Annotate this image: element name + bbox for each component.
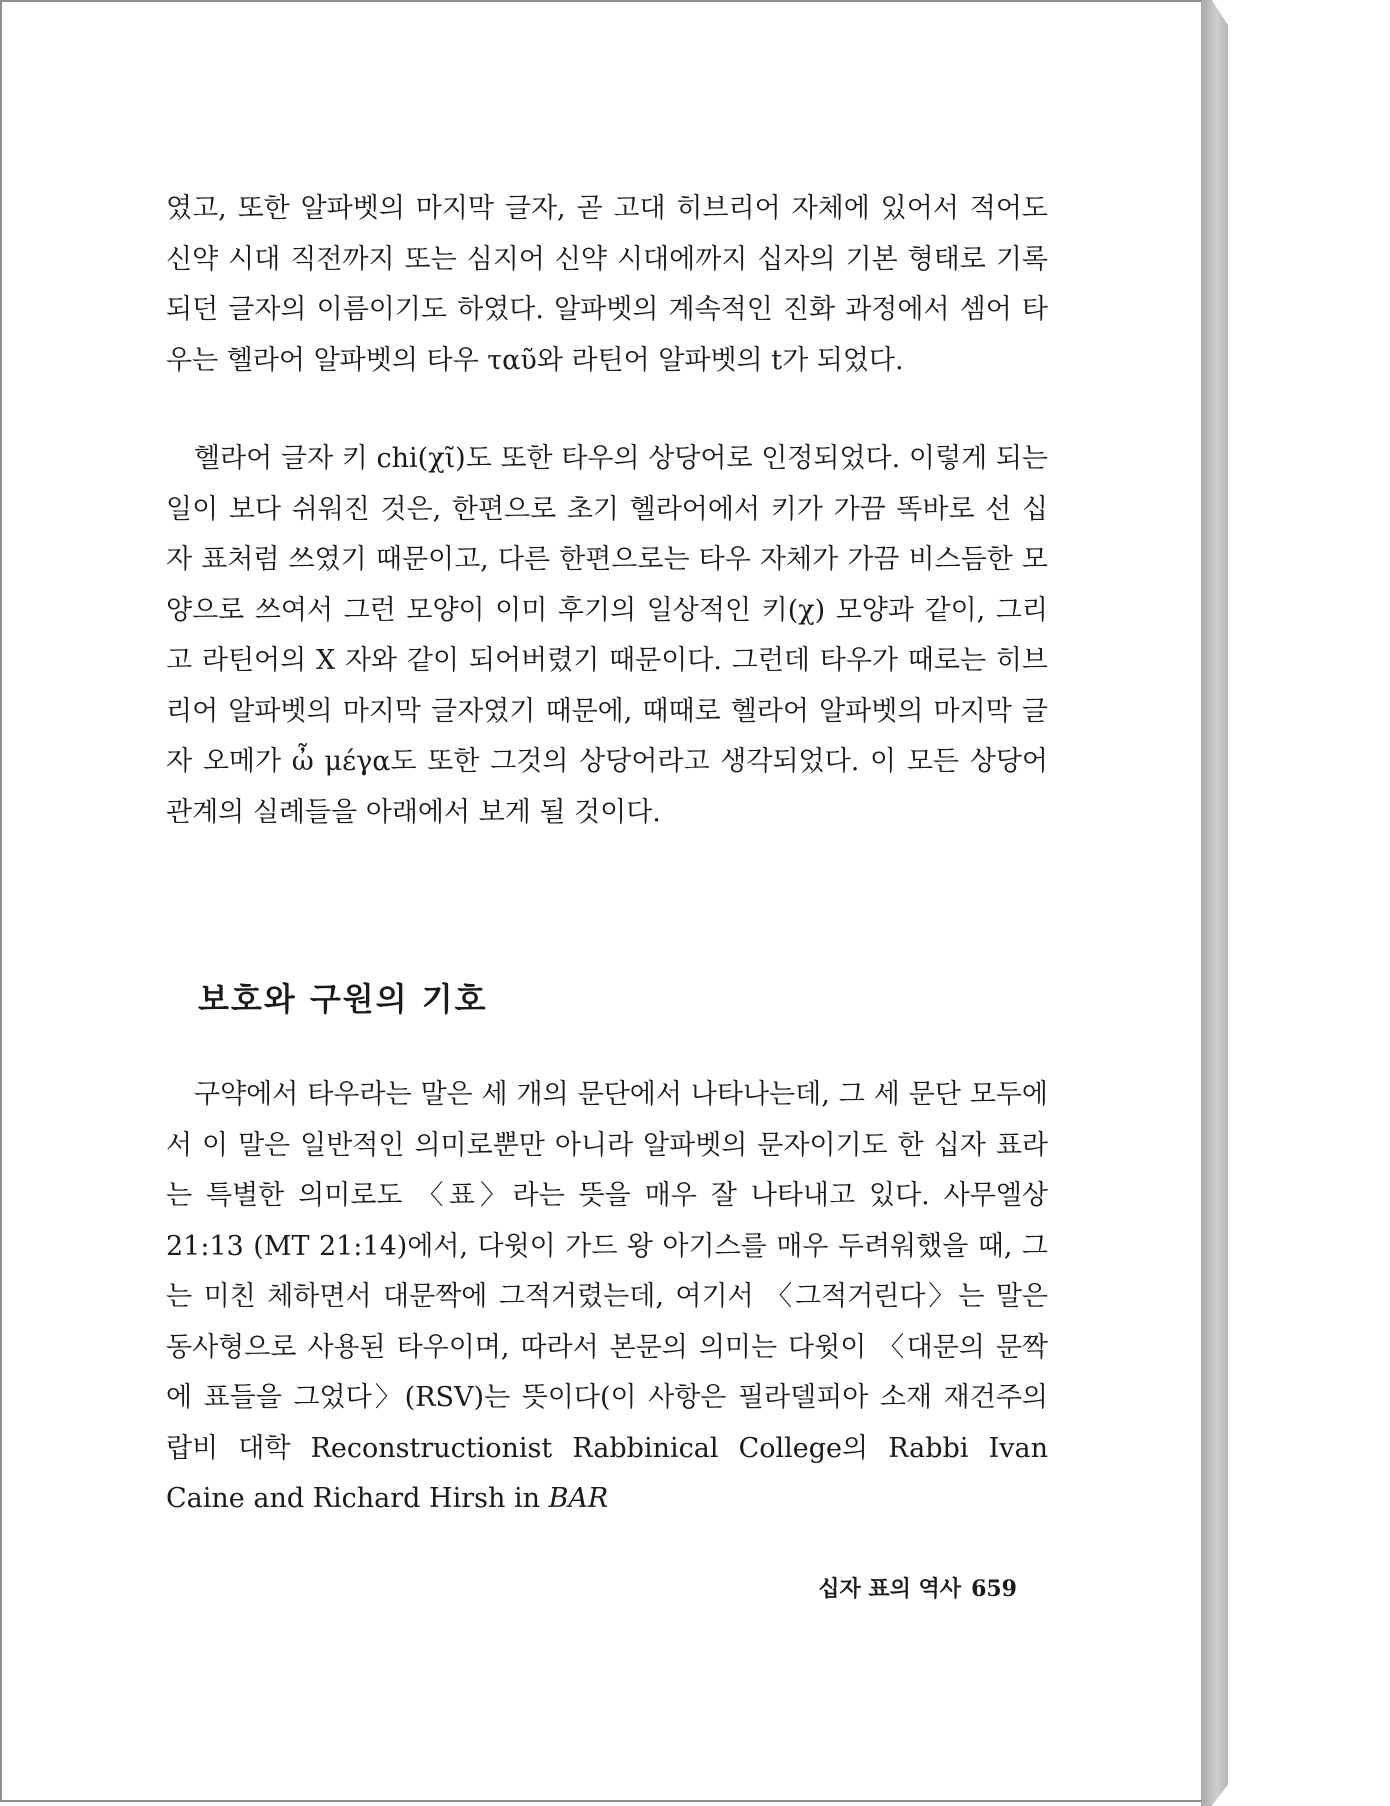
section-paragraph-italic: BAR xyxy=(548,1483,609,1514)
section-paragraph-text: 구약에서 타우라는 말은 세 개의 문단에서 나타나는데, 그 세 문단 모두에서 이 말은 일반적인 의미로뿐만 아니라 알파벳의 문자이기도 한 십자 표라는 특별한 의미로도 〈표〉라는 뜻을 매우 잘 나타내고 있다. 사무엘상 21:13 (MT 21:14)에서, 다윗이 가드 왕 아기스를 매우 두려워했을 때, 그는 미친 체하면서 대문짝에 그적거렸는데, 여기서 〈그적거린다〉는 말은 동사형으로 사용된 타우이며, 따라서 본문의 의미는 다윗이 〈대문의 문짝에 표들을 그었다〉(RSV)는 뜻이다(이 사항은 필라델피아 소재 재건주의 랍비 대학 Reconstructionist Rabbinical College의 Rabbi Ivan Caine and Richard Hirsh in xyxy=(166,1079,1048,1514)
section-paragraph xyxy=(166,1070,1048,1525)
running-title: 십자 표의 역사 xyxy=(818,1577,962,1602)
section-title: 보호와 구원의 기호 xyxy=(198,980,488,1018)
page-number: 659 xyxy=(971,1576,1017,1602)
page-footer xyxy=(802,1572,1017,1603)
paragraph-1: 였고, 또한 알파벳의 마지막 글자, 곧 고대 히브리어 자체에 있어서 적어도 신약 시대 직전까지 또는 심지어 신약 시대에까지 십자의 기본 형태로 기록되던 글자의 이름이기도 하였다. 알파벳의 계속적인 진화 과정에서 셈어 타우는 헬라어 알파벳의 타우 ταῦ와 라틴어 알파벳의 t가 되었다. xyxy=(166,193,1048,376)
page-stack-edge xyxy=(1201,0,1228,1806)
paragraph-2: 헬라어 글자 키 chi(χῖ)도 또한 타우의 상당어로 인정되었다. 이렇게 되는 일이 보다 쉬워진 것은, 한편으로 초기 헬라어에서 키가 가끔 똑바로 선 십자 표처럼 쓰였기 때문이고, 다른 한편으로는 타우 자체가 가끔 비스듬한 모양으로 쓰여서 그런 모양이 이미 후기의 일상적인 키(χ) 모양과 같이, 그리고 라틴어의 X 자와 같이 되어버렸기 때문이다. 그런데 타우가 때로는 히브리어 알파벳의 마지막 글자였기 때문에, 때때로 헬라어 알파벳의 마지막 글자 오메가 ὦ μέγα도 또한 그것의 상당어라고 생각되었다. 이 모든 상당어 관계의 실례들을 아래에서 보게 될 것이다. xyxy=(166,443,1048,828)
